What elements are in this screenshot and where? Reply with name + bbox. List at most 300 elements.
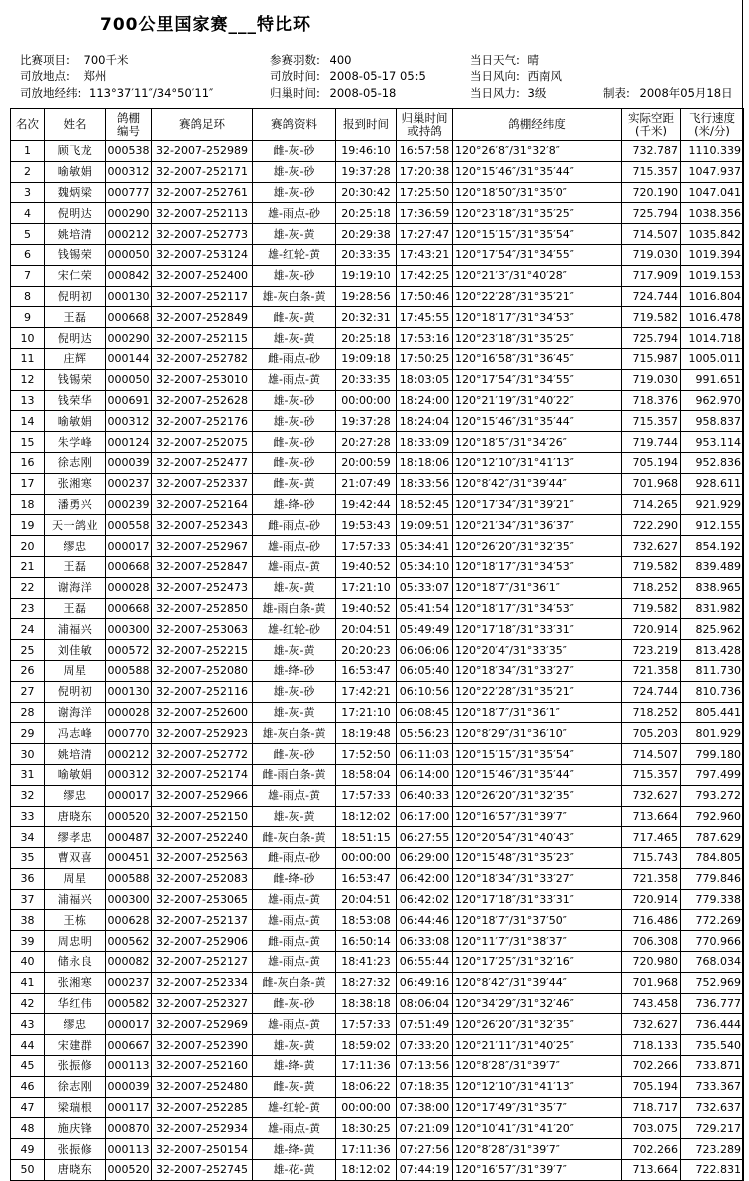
- cell-loft-coordinates: 120°21′11″/31°40′25″: [453, 1035, 622, 1056]
- cell-loft-id: 000312: [106, 411, 152, 432]
- cell-arrival-time: 18:24:04: [397, 411, 453, 432]
- cell-distance: 718.376: [622, 390, 681, 411]
- cell-speed: 723.289: [681, 1139, 744, 1160]
- cell-loft-id: 000300: [106, 889, 152, 910]
- cell-name: 张湘寒: [45, 972, 106, 993]
- cell-loft-coordinates: 120°17′18″/31°33′31″: [453, 619, 622, 640]
- cell-check-in-time: 20:20:23: [336, 640, 397, 661]
- cell-name: 徐志刚: [45, 452, 106, 473]
- table-body: [11, 141, 744, 1181]
- results-table: [10, 108, 744, 1181]
- cell-rank: 9: [11, 307, 45, 328]
- cell-arrival-time: 06:05:40: [397, 660, 453, 681]
- table-row: [11, 972, 744, 993]
- cell-pigeon-info: 雄-灰白条-黄: [253, 286, 336, 307]
- cell-arrival-time: 06:08:45: [397, 702, 453, 723]
- cell-pigeon-info: 雄-绛-砂: [253, 660, 336, 681]
- cell-rank: 22: [11, 577, 45, 598]
- cell-loft-coordinates: 120°22′28″/31°35′21″: [453, 681, 622, 702]
- cell-loft-id: 000082: [106, 952, 152, 973]
- cell-name: 张振修: [45, 1056, 106, 1077]
- cell-name: 姚培清: [45, 224, 106, 245]
- table-row: [11, 931, 744, 952]
- cell-distance: 720.980: [622, 952, 681, 973]
- cell-rank: 20: [11, 536, 45, 557]
- cell-ring-number: 32-2007-252967: [152, 536, 253, 557]
- cell-name: 唐晓东: [45, 1160, 106, 1181]
- cell-ring-number: 32-2007-252343: [152, 515, 253, 536]
- cell-loft-coordinates: 120°26′8″/31°32′8″: [453, 141, 622, 162]
- cell-ring-number: 32-2007-252989: [152, 141, 253, 162]
- cell-pigeon-info: 雌-雨点-砂: [253, 348, 336, 369]
- cell-speed: 912.155: [681, 515, 744, 536]
- cell-pigeon-info: 雌-灰白条-黄: [253, 972, 336, 993]
- cell-loft-coordinates: 120°34′29″/31°32′46″: [453, 993, 622, 1014]
- cell-ring-number: 32-2007-252969: [152, 1014, 253, 1035]
- table-row: [11, 723, 744, 744]
- cell-speed: 793.272: [681, 785, 744, 806]
- cell-check-in-time: 18:12:02: [336, 1160, 397, 1181]
- cell-rank: 16: [11, 452, 45, 473]
- cell-ring-number: 32-2007-252923: [152, 723, 253, 744]
- cell-arrival-time: 06:14:00: [397, 764, 453, 785]
- cell-pigeon-info: 雄-雨点-黄: [253, 910, 336, 931]
- cell-name: 周星: [45, 660, 106, 681]
- cell-ring-number: 32-2007-252116: [152, 681, 253, 702]
- cell-pigeon-info: 雄-雨点-黄: [253, 1118, 336, 1139]
- cell-ring-number: 32-2007-252745: [152, 1160, 253, 1181]
- cell-pigeon-info: 雄-灰-黄: [253, 702, 336, 723]
- cell-arrival-time: 17:45:55: [397, 307, 453, 328]
- release-site-label: 司放地点:: [20, 69, 70, 83]
- cell-pigeon-info: 雄-灰-砂: [253, 411, 336, 432]
- column-header-loft-id: 鸽棚 编号: [106, 109, 152, 141]
- cell-distance: 721.358: [622, 868, 681, 889]
- cell-distance: 723.219: [622, 640, 681, 661]
- cell-distance: 701.968: [622, 972, 681, 993]
- cell-rank: 35: [11, 848, 45, 869]
- cell-check-in-time: 20:04:51: [336, 889, 397, 910]
- cell-speed: 813.428: [681, 640, 744, 661]
- cell-check-in-time: 17:21:10: [336, 702, 397, 723]
- table-row: [11, 1097, 744, 1118]
- cell-loft-id: 000130: [106, 286, 152, 307]
- table-row: [11, 432, 744, 453]
- wind-direction-label: 当日风向:: [470, 69, 520, 83]
- cell-distance: 714.507: [622, 744, 681, 765]
- cell-ring-number: 32-2007-252772: [152, 744, 253, 765]
- cell-loft-id: 000312: [106, 161, 152, 182]
- cell-loft-id: 000588: [106, 868, 152, 889]
- cell-distance: 715.357: [622, 411, 681, 432]
- cell-distance: 725.794: [622, 328, 681, 349]
- release-time-label: 司放时间:: [270, 69, 320, 83]
- cell-arrival-time: 07:18:35: [397, 1076, 453, 1097]
- cell-pigeon-info: 雌-灰-砂: [253, 141, 336, 162]
- cell-rank: 21: [11, 556, 45, 577]
- weather-value: 晴: [527, 53, 540, 67]
- cell-arrival-time: 17:50:46: [397, 286, 453, 307]
- cell-pigeon-info: 雄-绛-黄: [253, 1139, 336, 1160]
- cell-loft-coordinates: 120°8′29″/31°36′10″: [453, 723, 622, 744]
- cell-name: 宋仁荣: [45, 265, 106, 286]
- cell-arrival-time: 06:42:00: [397, 868, 453, 889]
- cell-check-in-time: 20:32:31: [336, 307, 397, 328]
- cell-ring-number: 32-2007-252137: [152, 910, 253, 931]
- cell-check-in-time: 00:00:00: [336, 1097, 397, 1118]
- cell-pigeon-info: 雌-灰-黄: [253, 473, 336, 494]
- cell-loft-id: 000558: [106, 515, 152, 536]
- cell-pigeon-info: 雄-雨点-黄: [253, 369, 336, 390]
- table-row: [11, 307, 744, 328]
- cell-loft-coordinates: 120°15′46″/31°35′44″: [453, 161, 622, 182]
- wind-force-label: 当日风力:: [470, 86, 520, 100]
- cell-speed: 735.540: [681, 1035, 744, 1056]
- table-row: [11, 348, 744, 369]
- cell-speed: 736.777: [681, 993, 744, 1014]
- cell-loft-coordinates: 120°20′4″/31°33′35″: [453, 640, 622, 661]
- cell-check-in-time: 17:57:33: [336, 536, 397, 557]
- cell-pigeon-info: 雌-灰-砂: [253, 452, 336, 473]
- cell-loft-id: 000668: [106, 307, 152, 328]
- cell-arrival-time: 18:33:56: [397, 473, 453, 494]
- report-header: [0, 0, 749, 46]
- cell-arrival-time: 07:13:56: [397, 1056, 453, 1077]
- cell-loft-id: 000572: [106, 640, 152, 661]
- cell-speed: 958.837: [681, 411, 744, 432]
- cell-loft-id: 000130: [106, 681, 152, 702]
- cell-rank: 48: [11, 1118, 45, 1139]
- cell-loft-id: 000050: [106, 244, 152, 265]
- cell-loft-coordinates: 120°8′42″/31°39′44″: [453, 473, 622, 494]
- table-row: [11, 473, 744, 494]
- cell-loft-id: 000113: [106, 1139, 152, 1160]
- cell-name: 张湘寒: [45, 473, 106, 494]
- cell-check-in-time: 18:38:18: [336, 993, 397, 1014]
- cell-loft-coordinates: 120°15′15″/31°35′54″: [453, 744, 622, 765]
- cell-loft-coordinates: 120°11′7″/31°38′37″: [453, 931, 622, 952]
- column-header-speed: 飞行速度 (米/分): [681, 109, 744, 141]
- cell-check-in-time: 20:27:28: [336, 432, 397, 453]
- cell-name: 钱锡荣: [45, 244, 106, 265]
- column-header-rank: 名次: [11, 109, 45, 141]
- cell-distance: 719.030: [622, 244, 681, 265]
- table-row: [11, 1139, 744, 1160]
- cell-name: 施庆锋: [45, 1118, 106, 1139]
- cell-speed: 962.970: [681, 390, 744, 411]
- table-row: [11, 889, 744, 910]
- report-title: 700公里国家赛___特比环: [100, 15, 311, 35]
- cell-loft-id: 000212: [106, 224, 152, 245]
- cell-distance: 732.787: [622, 141, 681, 162]
- cell-loft-coordinates: 120°26′20″/31°32′35″: [453, 536, 622, 557]
- cell-distance: 719.582: [622, 556, 681, 577]
- cell-speed: 1019.394: [681, 244, 744, 265]
- cell-pigeon-info: 雌-绛-砂: [253, 868, 336, 889]
- cell-speed: 779.338: [681, 889, 744, 910]
- cell-loft-coordinates: 120°17′54″/31°34′55″: [453, 369, 622, 390]
- race-item: [20, 53, 128, 67]
- cell-rank: 29: [11, 723, 45, 744]
- cell-check-in-time: 00:00:00: [336, 848, 397, 869]
- cell-speed: 1047.041: [681, 182, 744, 203]
- cell-rank: 36: [11, 868, 45, 889]
- cell-arrival-time: 07:38:00: [397, 1097, 453, 1118]
- cell-pigeon-info: 雄-绛-黄: [253, 1056, 336, 1077]
- cell-loft-coordinates: 120°26′20″/31°32′35″: [453, 785, 622, 806]
- cell-pigeon-info: 雄-雨白条-黄: [253, 598, 336, 619]
- cell-ring-number: 32-2007-252473: [152, 577, 253, 598]
- cell-distance: 724.744: [622, 681, 681, 702]
- cell-distance: 719.030: [622, 369, 681, 390]
- cell-rank: 43: [11, 1014, 45, 1035]
- cell-name: 朱学峰: [45, 432, 106, 453]
- cell-pigeon-info: 雄-灰-砂: [253, 681, 336, 702]
- cell-loft-id: 000668: [106, 598, 152, 619]
- cell-rank: 17: [11, 473, 45, 494]
- cell-check-in-time: 20:30:42: [336, 182, 397, 203]
- cell-arrival-time: 06:49:16: [397, 972, 453, 993]
- cell-name: 顾飞龙: [45, 141, 106, 162]
- cell-loft-id: 000588: [106, 660, 152, 681]
- cell-arrival-time: 08:06:04: [397, 993, 453, 1014]
- cell-ring-number: 32-2007-253063: [152, 619, 253, 640]
- cell-distance: 718.252: [622, 577, 681, 598]
- race-item-value: 700千米: [83, 53, 129, 67]
- cell-speed: 1047.937: [681, 161, 744, 182]
- cell-pigeon-info: 雌-灰-砂: [253, 993, 336, 1014]
- cell-arrival-time: 07:33:20: [397, 1035, 453, 1056]
- entry-count-value: 400: [329, 53, 352, 67]
- cell-name: 魏炳梁: [45, 182, 106, 203]
- cell-check-in-time: 00:00:00: [336, 390, 397, 411]
- table-row: [11, 411, 744, 432]
- cell-rank: 47: [11, 1097, 45, 1118]
- cell-loft-coordinates: 120°18′17″/31°34′53″: [453, 307, 622, 328]
- cell-pigeon-info: 雄-灰-黄: [253, 224, 336, 245]
- cell-check-in-time: 18:58:04: [336, 764, 397, 785]
- table-row: [11, 203, 744, 224]
- cell-arrival-time: 06:42:02: [397, 889, 453, 910]
- cell-distance: 715.357: [622, 764, 681, 785]
- cell-loft-id: 000117: [106, 1097, 152, 1118]
- cell-arrival-time: 05:56:23: [397, 723, 453, 744]
- cell-loft-coordinates: 120°10′41″/31°41′20″: [453, 1118, 622, 1139]
- cell-pigeon-info: 雄-灰-砂: [253, 161, 336, 182]
- cell-rank: 27: [11, 681, 45, 702]
- cell-loft-coordinates: 120°20′54″/31°40′43″: [453, 827, 622, 848]
- table-row: [11, 265, 744, 286]
- cell-loft-coordinates: 120°18′17″/31°34′53″: [453, 556, 622, 577]
- cell-loft-id: 000028: [106, 702, 152, 723]
- table-row: [11, 1014, 744, 1035]
- cell-loft-coordinates: 120°18′5″/31°34′26″: [453, 432, 622, 453]
- cell-distance: 720.914: [622, 619, 681, 640]
- cell-distance: 714.507: [622, 224, 681, 245]
- cell-check-in-time: 16:53:47: [336, 868, 397, 889]
- cell-arrival-time: 17:50:25: [397, 348, 453, 369]
- cell-check-in-time: 18:53:08: [336, 910, 397, 931]
- table-row: [11, 806, 744, 827]
- cell-check-in-time: 19:09:18: [336, 348, 397, 369]
- cell-name: 姚培清: [45, 744, 106, 765]
- cell-loft-id: 000300: [106, 619, 152, 640]
- cell-distance: 701.968: [622, 473, 681, 494]
- cell-rank: 40: [11, 952, 45, 973]
- cell-ring-number: 32-2007-252390: [152, 1035, 253, 1056]
- cell-pigeon-info: 雄-红轮-黄: [253, 1097, 336, 1118]
- cell-loft-coordinates: 120°17′54″/31°34′55″: [453, 244, 622, 265]
- cell-distance: 732.627: [622, 536, 681, 557]
- cell-pigeon-info: 雌-灰-砂: [253, 432, 336, 453]
- cell-arrival-time: 17:27:47: [397, 224, 453, 245]
- cell-speed: 854.192: [681, 536, 744, 557]
- release-coordinates-label: 司放地经纬:: [20, 86, 82, 100]
- table-row: [11, 141, 744, 162]
- cell-distance: 717.465: [622, 827, 681, 848]
- cell-rank: 12: [11, 369, 45, 390]
- cell-loft-id: 000017: [106, 1014, 152, 1035]
- cell-check-in-time: 17:57:33: [336, 1014, 397, 1035]
- cell-arrival-time: 06:10:56: [397, 681, 453, 702]
- cell-ring-number: 32-2007-252080: [152, 660, 253, 681]
- cell-rank: 38: [11, 910, 45, 931]
- cell-loft-id: 000017: [106, 536, 152, 557]
- cell-rank: 50: [11, 1160, 45, 1181]
- cell-loft-coordinates: 120°17′18″/31°33′31″: [453, 889, 622, 910]
- cell-rank: 4: [11, 203, 45, 224]
- cell-ring-number: 32-2007-252906: [152, 931, 253, 952]
- cell-arrival-time: 17:53:16: [397, 328, 453, 349]
- cell-loft-id: 000017: [106, 785, 152, 806]
- cell-rank: 2: [11, 161, 45, 182]
- cell-speed: 797.499: [681, 764, 744, 785]
- cell-rank: 41: [11, 972, 45, 993]
- cell-pigeon-info: 雄-灰-黄: [253, 1035, 336, 1056]
- table-row: [11, 785, 744, 806]
- cell-ring-number: 32-2007-250154: [152, 1139, 253, 1160]
- cell-pigeon-info: 雄-绛-砂: [253, 494, 336, 515]
- cell-loft-coordinates: 120°17′25″/31°32′16″: [453, 952, 622, 973]
- cell-speed: 722.831: [681, 1160, 744, 1181]
- cell-distance: 724.744: [622, 286, 681, 307]
- cell-arrival-time: 05:33:07: [397, 577, 453, 598]
- cell-pigeon-info: 雄-雨点-黄: [253, 785, 336, 806]
- cell-check-in-time: 20:00:59: [336, 452, 397, 473]
- table-row: [11, 1056, 744, 1077]
- cell-pigeon-info: 雌-雨点-砂: [253, 515, 336, 536]
- column-header-check-in-time: 报到时间: [336, 109, 397, 141]
- table-row: [11, 744, 744, 765]
- cell-loft-coordinates: 120°23′18″/31°35′25″: [453, 203, 622, 224]
- cell-loft-coordinates: 120°12′10″/31°41′13″: [453, 452, 622, 473]
- cell-pigeon-info: 雄-灰白条-黄: [253, 723, 336, 744]
- release-coordinates-value: 113°37′11″/34°50′11″: [89, 86, 214, 100]
- cell-ring-number: 32-2007-252171: [152, 161, 253, 182]
- cell-loft-id: 000050: [106, 369, 152, 390]
- cell-ring-number: 32-2007-252334: [152, 972, 253, 993]
- table-row: [11, 515, 744, 536]
- cell-arrival-time: 07:51:49: [397, 1014, 453, 1035]
- cell-speed: 953.114: [681, 432, 744, 453]
- cell-rank: 34: [11, 827, 45, 848]
- cell-name: 周忠明: [45, 931, 106, 952]
- table-row: [11, 182, 744, 203]
- cell-ring-number: 32-2007-252285: [152, 1097, 253, 1118]
- cell-pigeon-info: 雄-灰-黄: [253, 328, 336, 349]
- cell-loft-id: 000028: [106, 577, 152, 598]
- cell-rank: 19: [11, 515, 45, 536]
- cell-arrival-time: 18:24:00: [397, 390, 453, 411]
- cell-ring-number: 32-2007-252127: [152, 952, 253, 973]
- cell-loft-id: 000144: [106, 348, 152, 369]
- cell-name: 梁瑞根: [45, 1097, 106, 1118]
- cell-speed: 1038.356: [681, 203, 744, 224]
- cell-loft-coordinates: 120°18′17″/31°34′53″: [453, 598, 622, 619]
- cell-rank: 5: [11, 224, 45, 245]
- cell-speed: 831.982: [681, 598, 744, 619]
- cell-distance: 732.627: [622, 1014, 681, 1035]
- cell-arrival-time: 17:36:59: [397, 203, 453, 224]
- tabulated-by: [603, 86, 743, 100]
- cell-loft-id: 000668: [106, 556, 152, 577]
- cell-name: 冯志峰: [45, 723, 106, 744]
- cell-rank: 32: [11, 785, 45, 806]
- table-row: [11, 993, 744, 1014]
- cell-rank: 15: [11, 432, 45, 453]
- cell-check-in-time: 18:19:48: [336, 723, 397, 744]
- cell-check-in-time: 16:53:47: [336, 660, 397, 681]
- cell-loft-coordinates: 120°18′7″/31°37′50″: [453, 910, 622, 931]
- cell-speed: 1005.011: [681, 348, 744, 369]
- cell-arrival-time: 18:52:45: [397, 494, 453, 515]
- column-header-pigeon-info: 赛鸽资料: [253, 109, 336, 141]
- cell-check-in-time: 18:27:32: [336, 972, 397, 993]
- cell-speed: 787.629: [681, 827, 744, 848]
- cell-loft-coordinates: 120°17′49″/31°35′7″: [453, 1097, 622, 1118]
- cell-name: 张振修: [45, 1139, 106, 1160]
- cell-loft-id: 000770: [106, 723, 152, 744]
- cell-loft-id: 000113: [106, 1056, 152, 1077]
- cell-arrival-time: 05:34:41: [397, 536, 453, 557]
- cell-distance: 720.190: [622, 182, 681, 203]
- cell-check-in-time: 16:50:14: [336, 931, 397, 952]
- cell-ring-number: 32-2007-253124: [152, 244, 253, 265]
- cell-pigeon-info: 雄-红轮-砂: [253, 619, 336, 640]
- cell-arrival-time: 07:27:56: [397, 1139, 453, 1160]
- cell-pigeon-info: 雄-雨点-砂: [253, 203, 336, 224]
- cell-loft-id: 000520: [106, 806, 152, 827]
- entry-count: [270, 53, 351, 67]
- cell-speed: 736.444: [681, 1014, 744, 1035]
- cell-arrival-time: 06:06:06: [397, 640, 453, 661]
- tabulated-by-value: 2008年05月18日: [639, 86, 733, 100]
- cell-arrival-time: 05:34:10: [397, 556, 453, 577]
- cell-ring-number: 32-2007-252849: [152, 307, 253, 328]
- cell-ring-number: 32-2007-252934: [152, 1118, 253, 1139]
- return-time-label: 归巢时间:: [270, 86, 320, 100]
- cell-name: 钱锡荣: [45, 369, 106, 390]
- cell-loft-coordinates: 120°8′42″/31°39′44″: [453, 972, 622, 993]
- return-time-value: 2008-05-18: [329, 86, 397, 100]
- table-row: [11, 494, 744, 515]
- table-row: [11, 598, 744, 619]
- cell-arrival-time: 06:40:33: [397, 785, 453, 806]
- cell-loft-coordinates: 120°15′46″/31°35′44″: [453, 764, 622, 785]
- wind-direction: [470, 69, 562, 83]
- cell-distance: 716.486: [622, 910, 681, 931]
- cell-loft-coordinates: 120°16′57″/31°39′7″: [453, 806, 622, 827]
